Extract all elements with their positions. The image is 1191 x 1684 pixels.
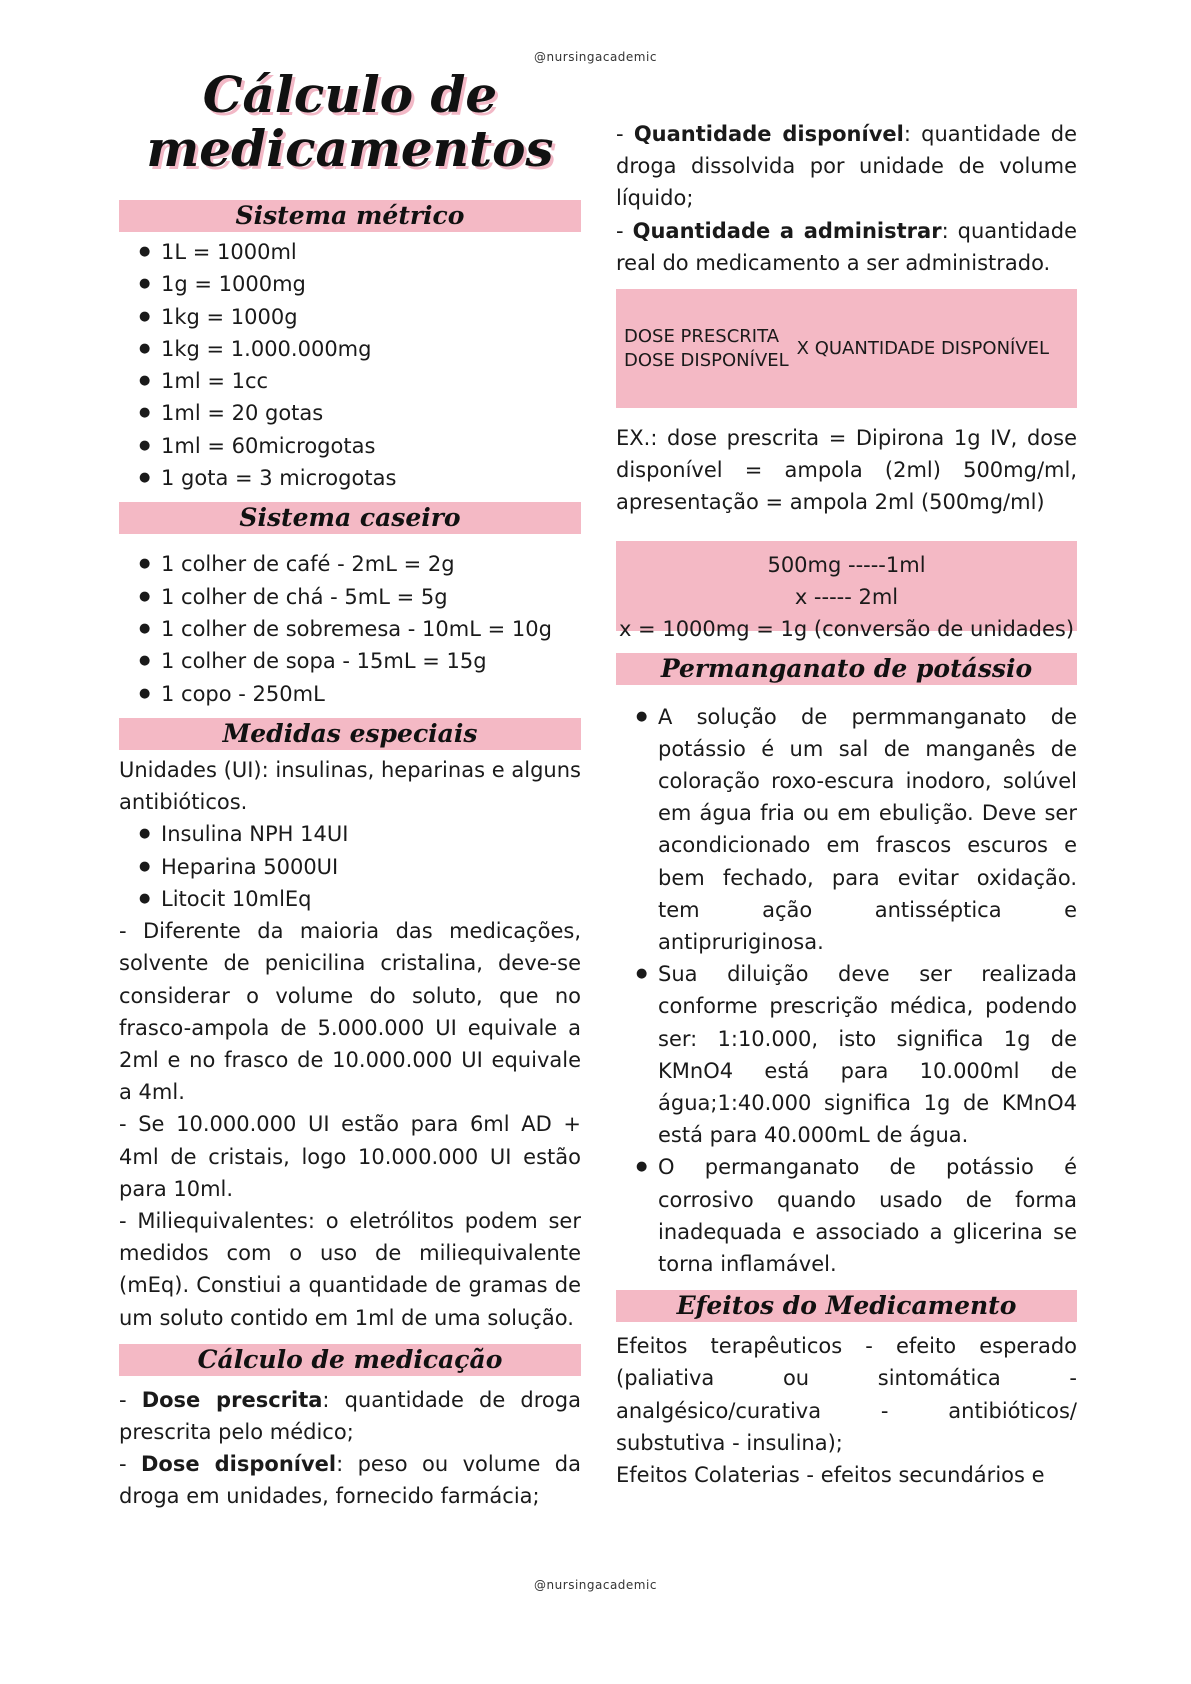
list-item: ● 1ml = 20 gotas <box>139 397 581 429</box>
definition-quantity-administer: - Quantidade a administrar: quantidade real do medicamento a ser administrado. <box>616 218 1077 275</box>
heading-potassium-permanganate: Permanganato de potássio <box>616 653 1077 685</box>
formula-denominator: DOSE DISPONÍVEL <box>624 349 789 371</box>
calc-line-3: x = 1000mg = 1g (conversão de unidades) <box>618 616 1075 641</box>
heading-special-measures: Medidas especiais <box>119 718 581 750</box>
definition-dose-prescribed: - Dose prescrita: quantidade de droga prescrita pelo médico; <box>119 1387 581 1444</box>
right-column <box>616 118 1077 1491</box>
list-item: ● 1 colher de sobremesa - 10mL = 10g <box>139 613 581 645</box>
kmno4-list <box>616 701 1077 1281</box>
watermark-bottom: @nursingacademic <box>534 1578 657 1592</box>
list-item: ● 1 colher de sopa - 15mL = 15g <box>139 645 581 677</box>
definition-dose-available: - Dose disponível: peso ou volume da droga em unidades, fornecido farmácia; <box>119 1452 581 1509</box>
term: Dose disponível <box>140 1452 337 1477</box>
list-item: ● Insulina NPH 14UI <box>139 818 581 850</box>
left-column <box>119 62 581 1513</box>
list-item: ● 1 copo - 250mL <box>139 678 581 710</box>
example-text: EX.: dose prescrita = Dipirona 1g IV, dose disponível = ampola (2ml) 500mg/ml, apresentação = ampola 2ml (500mg/ml) <box>616 426 1077 515</box>
list-item: ● 1g = 1000mg <box>139 268 581 300</box>
formula-numerator: DOSE PRESCRITA <box>624 325 780 347</box>
home-list <box>119 548 581 709</box>
special-paragraph-1: - Diferente da maioria das medicações, solvente de penicilina cristalina, deve-se considerar o volume do soluto, que no frasco-ampola de 5.000.000 UI equivale a 2ml e no frasco de 10.000.000 UI equivale a 4ml. <box>119 919 581 1105</box>
watermark-top: @nursingacademic <box>534 50 657 64</box>
title-line-1: Cálculo de <box>202 65 498 124</box>
calc-line-1: 500mg -----1ml <box>767 552 926 577</box>
example-calc-box <box>616 541 1077 641</box>
list-item: ● 1kg = 1000g <box>139 301 581 333</box>
list-item: ● 1L = 1000ml <box>139 236 581 268</box>
list-item: ● 1 colher de café - 2mL = 2g <box>139 548 581 580</box>
effects-paragraph-1: Efeitos terapêuticos - efeito esperado (paliativa ou sintomática - analgésico/curativa - antibióticos/ substutiva - insulina); <box>616 1334 1077 1455</box>
heading-medication-calc: Cálculo de medicação <box>119 1344 581 1376</box>
document-title <box>119 65 581 178</box>
list-item: ● 1kg = 1.000.000mg <box>139 333 581 365</box>
title-line-2: medicamentos <box>146 119 554 178</box>
list-item: ● A solução de permmanganato de potássio é um sal de manganês de coloração roxo-escura inodoro, solúvel em água fria ou em ebulição. Deve ser acondicionado em frascos escuros e bem fechado, para evitar oxidação. tem ação antisséptica e antipruriginosa. <box>636 701 1077 959</box>
list-item: ● 1 colher de chá - 5mL = 5g <box>139 581 581 613</box>
term: Quantidade disponível <box>633 122 904 146</box>
list-item: ● Litocit 10mlEq <box>139 883 581 915</box>
list-item: ● 1ml = 1cc <box>139 365 581 397</box>
definition-quantity-available: - Quantidade disponível: quantidade de droga dissolvida por unidade de volume líquido; <box>616 122 1077 211</box>
formula-fraction <box>624 325 789 373</box>
special-intro: Unidades (UI): insulinas, heparinas e alguns antibióticos. <box>119 757 581 815</box>
term: Quantidade a administrar <box>632 218 942 243</box>
calc-line-2: x ----- 2ml <box>794 584 899 609</box>
metric-list <box>119 236 581 494</box>
special-list <box>119 818 581 915</box>
effects-paragraph-2: Efeitos Colaterias - efeitos secundários e <box>616 1463 1045 1488</box>
formula-box <box>616 289 1077 408</box>
heading-home-system: Sistema caseiro <box>119 502 581 534</box>
list-item: ● Heparina 5000UI <box>139 851 581 883</box>
list-item: ● 1 gota = 3 microgotas <box>139 462 581 494</box>
list-item: ● 1ml = 60microgotas <box>139 430 581 462</box>
list-item: ● Sua diluição deve ser realizada conforme prescrição médica, podendo ser: 1:10.000, isto significa 1g de KMnO4 está para 10.000ml de água;1:40.000 significa 1g de KMnO4 está para 40.000mL de água. <box>636 958 1077 1151</box>
heading-medication-effects: Efeitos do Medicamento <box>616 1290 1077 1322</box>
term: Dose prescrita <box>141 1387 323 1412</box>
heading-metric-system: Sistema métrico <box>119 200 581 232</box>
special-paragraph-2: - Se 10.000.000 UI estão para 6ml AD + 4ml de cristais, logo 10.000.000 UI estão para 10ml. <box>119 1112 581 1201</box>
list-item: ● O permanganato de potássio é corrosivo quando usado de forma inadequada e associado a glicerina se torna inflamável. <box>636 1151 1077 1280</box>
special-paragraph-3: - Miliequivalentes: o eletrólitos podem ser medidos com o uso de miliequivalente (mEq). Constiui a quantidade de gramas de um soluto contido em 1ml de uma solução. <box>119 1208 581 1330</box>
formula-multiplier: X QUANTIDADE DISPONÍVEL <box>796 338 1050 360</box>
